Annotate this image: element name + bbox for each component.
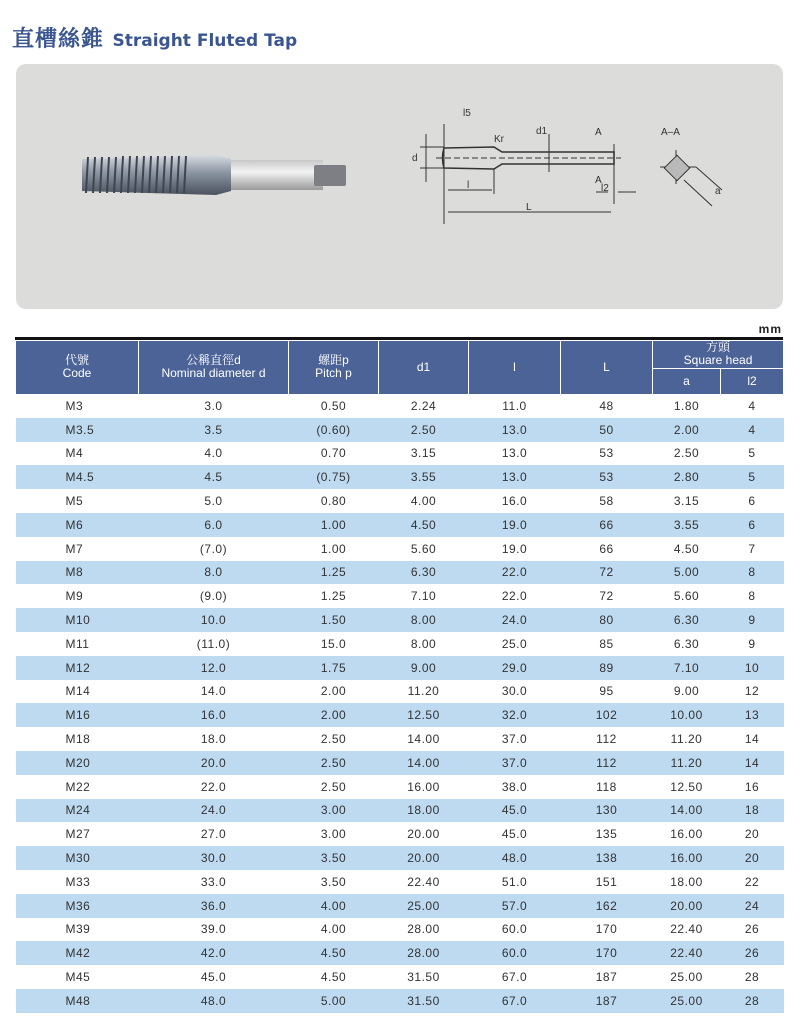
table-row [16, 584, 784, 608]
cell-l: 16.0 [501, 494, 528, 509]
cell-nominal-diameter: (11.0) [196, 636, 231, 651]
cell-code: M16 [16, 703, 139, 727]
cell-a: 22.40 [670, 922, 703, 937]
cell-L: 80 [561, 608, 653, 632]
cell-L: 170 [595, 922, 618, 937]
cell-L: 50 [561, 418, 653, 442]
cell-code: M7 [65, 541, 84, 556]
cell-nominal-diameter: 4.0 [204, 446, 223, 461]
table-row [16, 680, 784, 704]
cell-nominal-diameter: 27.0 [200, 827, 227, 842]
unit-label: mm [758, 322, 782, 336]
tap-photo [82, 155, 346, 195]
cell-nominal-diameter: 48.0 [139, 989, 289, 1013]
cell-d1: 2.24 [410, 399, 437, 414]
cell-l2: 28 [721, 989, 784, 1013]
cell-d1: 4.00 [410, 494, 437, 509]
table-row [16, 775, 784, 799]
cell-l2: 4 [721, 418, 784, 442]
cell-l2: 14 [721, 751, 784, 775]
cell-pitch: 3.00 [320, 827, 347, 842]
cell-L: 138 [561, 846, 653, 870]
label-l2: l2 [601, 183, 609, 194]
table-row [16, 632, 784, 656]
cell-l: 22.0 [469, 561, 561, 585]
cell-l2: 9 [721, 608, 784, 632]
cell-l2: 16 [744, 779, 760, 794]
cell-l: 32.0 [469, 703, 561, 727]
cell-a: 11.20 [653, 751, 721, 775]
header-code: 代號 Code [16, 341, 139, 394]
cell-code: M11 [65, 636, 90, 651]
cell-l2: 14 [744, 732, 760, 747]
cell-l: 11.0 [502, 399, 527, 414]
cell-code: M8 [16, 561, 139, 585]
cell-pitch: 2.50 [289, 751, 379, 775]
cell-l: 38.0 [501, 779, 528, 794]
label-L: L [526, 202, 532, 213]
cell-l2: 22 [744, 874, 760, 889]
cell-d1: 28.00 [407, 922, 440, 937]
cell-pitch: 5.00 [289, 989, 379, 1013]
cell-l2: 20 [721, 846, 784, 870]
cell-a: 22.40 [653, 941, 721, 965]
cell-code: M22 [65, 779, 91, 794]
cell-nominal-diameter: 8.0 [139, 561, 289, 585]
cell-l2: 13 [721, 703, 784, 727]
cell-d1: 8.00 [379, 608, 469, 632]
cell-nominal-diameter: 4.5 [139, 465, 289, 489]
cell-code: M3.5 [16, 418, 139, 442]
cell-a: 5.60 [673, 589, 700, 604]
cell-nominal-diameter: 39.0 [200, 922, 227, 937]
cell-d1: 14.00 [407, 732, 440, 747]
cell-d1: 31.50 [407, 970, 440, 985]
cell-l: 67.0 [501, 970, 528, 985]
divider [15, 337, 783, 340]
cell-a: 12.50 [670, 779, 703, 794]
spec-table [15, 341, 784, 1013]
cell-l2: 4 [748, 399, 756, 414]
cell-l2: 6 [748, 494, 756, 509]
cell-nominal-diameter: (7.0) [199, 541, 228, 556]
tap-illustration [16, 64, 783, 309]
cell-pitch: 1.25 [320, 589, 347, 604]
table-row [16, 537, 784, 561]
cell-code: M5 [65, 494, 84, 509]
cell-l: 67.0 [469, 989, 561, 1013]
cell-pitch: 15.0 [320, 636, 347, 651]
cell-l: 37.0 [501, 732, 528, 747]
technical-drawing [420, 124, 722, 224]
cell-d1: 9.00 [379, 656, 469, 680]
cell-l: 25.0 [501, 636, 528, 651]
cell-nominal-diameter: 14.0 [200, 684, 227, 699]
cell-l2: 20 [744, 827, 760, 842]
cell-code: M48 [16, 989, 139, 1013]
cell-nominal-diameter: 18.0 [200, 732, 227, 747]
cell-L: 130 [561, 799, 653, 823]
cell-nominal-diameter: (9.0) [199, 589, 228, 604]
cell-pitch: 1.00 [320, 541, 347, 556]
cell-nominal-diameter: 3.0 [204, 399, 223, 414]
cell-l: 37.0 [469, 751, 561, 775]
cell-code: M6 [16, 513, 139, 537]
cell-l2: 10 [721, 656, 784, 680]
table-row [16, 561, 784, 585]
cell-a: 14.00 [653, 799, 721, 823]
cell-l: 19.0 [469, 513, 561, 537]
cell-L: 85 [599, 636, 614, 651]
cell-l: 60.0 [501, 922, 528, 937]
cell-code: M33 [65, 874, 91, 889]
cell-l: 13.0 [469, 465, 561, 489]
cell-a: 20.00 [653, 894, 721, 918]
cell-L: 58 [599, 494, 614, 509]
cell-d1: 4.50 [379, 513, 469, 537]
cell-L: 95 [599, 684, 614, 699]
cell-a: 11.20 [670, 732, 703, 747]
cell-code: M3 [65, 399, 84, 414]
cell-d1: 25.00 [379, 894, 469, 918]
title-chinese: 直槽絲錐 [12, 27, 105, 52]
cell-L: 72 [561, 561, 653, 585]
cell-l: 22.0 [501, 589, 528, 604]
cell-l2: 5 [748, 446, 756, 461]
cell-L: 102 [561, 703, 653, 727]
header-l: l [469, 341, 561, 394]
cell-nominal-diameter: 6.0 [139, 513, 289, 537]
cell-d1: 16.00 [407, 779, 440, 794]
table-row [16, 489, 784, 513]
header-l2: l2 [721, 368, 784, 394]
cell-l: 57.0 [469, 894, 561, 918]
cell-L: 48 [599, 399, 614, 414]
table-row [16, 442, 784, 466]
label-section: A–A [661, 127, 680, 138]
cell-a: 16.00 [653, 846, 721, 870]
table-row [16, 918, 784, 942]
cell-l2: 12 [744, 684, 760, 699]
cell-L: 187 [561, 989, 653, 1013]
cell-l2: 5 [721, 465, 784, 489]
cell-L: 89 [561, 656, 653, 680]
cell-pitch: 1.50 [289, 608, 379, 632]
label-l5: l5 [463, 108, 471, 119]
cell-a: 25.00 [653, 989, 721, 1013]
cell-nominal-diameter: 10.0 [139, 608, 289, 632]
cell-pitch: 4.50 [320, 970, 347, 985]
cell-L: 170 [561, 941, 653, 965]
cell-code: M36 [16, 894, 139, 918]
cell-code: M18 [65, 732, 91, 747]
table-row [16, 941, 784, 965]
cell-l: 51.0 [501, 874, 528, 889]
header-pitch: 螺距p Pitch p [289, 341, 379, 394]
table-row [16, 703, 784, 727]
cell-nominal-diameter: 3.5 [139, 418, 289, 442]
cell-a: 3.55 [653, 513, 721, 537]
table-row [16, 608, 784, 632]
cell-pitch: 0.70 [320, 446, 347, 461]
cell-d1: 20.00 [407, 827, 440, 842]
cell-a: 3.15 [673, 494, 700, 509]
cell-pitch: 4.00 [320, 922, 347, 937]
cell-code: M39 [65, 922, 91, 937]
cell-d1: 31.50 [379, 989, 469, 1013]
cell-a: 2.00 [653, 418, 721, 442]
cell-pitch: 2.00 [289, 703, 379, 727]
cell-d1: 20.00 [379, 846, 469, 870]
table-row [16, 846, 784, 870]
cell-l2: 8 [748, 589, 756, 604]
table-row [16, 513, 784, 537]
cell-nominal-diameter: 33.0 [200, 874, 227, 889]
cell-l2: 9 [748, 636, 756, 651]
cell-pitch: 3.50 [320, 874, 347, 889]
table-row [16, 822, 784, 846]
table-row [16, 894, 784, 918]
cell-l: 13.0 [469, 418, 561, 442]
cell-nominal-diameter: 16.0 [139, 703, 289, 727]
cell-pitch: 0.50 [320, 399, 347, 414]
cell-a: 1.80 [673, 399, 700, 414]
label-d1: d1 [536, 126, 548, 137]
cell-l2: 18 [721, 799, 784, 823]
label-d: d [412, 153, 418, 164]
cell-L: 151 [595, 874, 618, 889]
cell-nominal-diameter: 20.0 [139, 751, 289, 775]
cell-L: 66 [599, 541, 614, 556]
cell-a: 18.00 [670, 874, 703, 889]
cell-l: 19.0 [501, 541, 528, 556]
label-l: l [467, 180, 470, 191]
table-row [16, 965, 784, 989]
cell-pitch: 2.50 [320, 779, 347, 794]
cell-L: 66 [561, 513, 653, 537]
cell-L: 53 [599, 446, 614, 461]
title-english: Straight Fluted Tap [112, 31, 298, 51]
header-L: L [561, 341, 653, 394]
cell-L: 162 [561, 894, 653, 918]
cell-pitch: 1.25 [289, 561, 379, 585]
cell-pitch: (0.75) [289, 465, 379, 489]
table-row [16, 656, 784, 680]
cell-pitch: 4.00 [289, 894, 379, 918]
cell-l2: 24 [721, 894, 784, 918]
header-a: a [653, 368, 721, 394]
cell-l: 13.0 [501, 446, 528, 461]
table-row [16, 751, 784, 775]
cell-a: 16.00 [670, 827, 703, 842]
cell-d1: 22.40 [407, 874, 440, 889]
table-row [16, 989, 784, 1013]
cell-d1: 14.00 [379, 751, 469, 775]
cell-d1: 7.10 [410, 589, 437, 604]
cell-pitch: 3.00 [289, 799, 379, 823]
cell-nominal-diameter: 42.0 [139, 941, 289, 965]
cell-a: 9.00 [673, 684, 700, 699]
cell-l: 29.0 [469, 656, 561, 680]
cell-L: 112 [561, 751, 653, 775]
cell-nominal-diameter: 5.0 [204, 494, 223, 509]
cell-code: M4 [65, 446, 84, 461]
cell-code: M10 [16, 608, 139, 632]
cell-l: 60.0 [469, 941, 561, 965]
label-a: a [715, 186, 721, 197]
cell-l2: 8 [721, 561, 784, 585]
cell-d1: 11.20 [407, 684, 440, 699]
table-row [16, 870, 784, 894]
cell-pitch: 3.50 [289, 846, 379, 870]
cell-code: M14 [65, 684, 91, 699]
cell-pitch: 1.75 [289, 656, 379, 680]
cell-nominal-diameter: 22.0 [200, 779, 227, 794]
cell-nominal-diameter: 36.0 [139, 894, 289, 918]
cell-code: M12 [16, 656, 139, 680]
cell-code: M9 [65, 589, 84, 604]
cell-L: 187 [595, 970, 618, 985]
cell-l2: 26 [721, 941, 784, 965]
cell-pitch: 1.00 [289, 513, 379, 537]
cell-a: 25.00 [670, 970, 703, 985]
cell-code: M24 [16, 799, 139, 823]
table-row [16, 394, 784, 418]
cell-L: 53 [561, 465, 653, 489]
product-image-panel [16, 64, 783, 309]
cell-code: M30 [16, 846, 139, 870]
cell-l: 45.0 [501, 827, 528, 842]
cell-L: 135 [595, 827, 618, 842]
cell-a: 4.50 [673, 541, 700, 556]
header-square-head: 方頭 Square head [653, 341, 784, 368]
cell-d1: 6.30 [379, 561, 469, 585]
cell-d1: 3.55 [379, 465, 469, 489]
table-row [16, 418, 784, 442]
table-row [16, 799, 784, 823]
cell-a: 5.00 [653, 561, 721, 585]
cell-pitch: 4.50 [289, 941, 379, 965]
cell-L: 72 [599, 589, 614, 604]
cell-code: M45 [65, 970, 91, 985]
label-a-top: A [595, 127, 602, 138]
cell-nominal-diameter: 12.0 [139, 656, 289, 680]
cell-nominal-diameter: 30.0 [139, 846, 289, 870]
cell-l2: 6 [721, 513, 784, 537]
header-nominal-diameter: 公稱直徑d Nominal diameter d [139, 341, 289, 394]
cell-l2: 26 [744, 922, 760, 937]
cell-l: 45.0 [469, 799, 561, 823]
cell-L: 112 [596, 732, 617, 747]
cell-l: 24.0 [469, 608, 561, 632]
cell-pitch: 0.80 [320, 494, 347, 509]
cell-d1: 18.00 [379, 799, 469, 823]
cell-code: M42 [16, 941, 139, 965]
cell-l: 30.0 [501, 684, 528, 699]
label-kr: Kr [494, 134, 504, 145]
cell-a: 6.30 [673, 636, 700, 651]
cell-d1: 5.60 [410, 541, 437, 556]
cell-l2: 28 [744, 970, 760, 985]
cell-nominal-diameter: 24.0 [139, 799, 289, 823]
header-d1: d1 [379, 341, 469, 394]
cell-code: M27 [65, 827, 91, 842]
cell-pitch: (0.60) [289, 418, 379, 442]
cell-a: 10.00 [653, 703, 721, 727]
cell-d1: 12.50 [379, 703, 469, 727]
table-row [16, 727, 784, 751]
cell-a: 7.10 [653, 656, 721, 680]
cell-a: 6.30 [653, 608, 721, 632]
page-title [12, 22, 297, 53]
label-a-bottom: A [595, 175, 602, 186]
cell-a: 2.50 [673, 446, 700, 461]
cell-pitch: 2.50 [320, 732, 347, 747]
table-row [16, 465, 784, 489]
cell-code: M4.5 [16, 465, 139, 489]
cell-code: M20 [16, 751, 139, 775]
cell-nominal-diameter: 45.0 [200, 970, 227, 985]
cell-d1: 28.00 [379, 941, 469, 965]
cell-l: 48.0 [469, 846, 561, 870]
cell-d1: 3.15 [410, 446, 437, 461]
cell-L: 118 [596, 779, 617, 794]
cell-d1: 8.00 [410, 636, 437, 651]
cell-d1: 2.50 [379, 418, 469, 442]
cell-a: 2.80 [653, 465, 721, 489]
cell-pitch: 2.00 [320, 684, 347, 699]
cell-l2: 7 [748, 541, 756, 556]
